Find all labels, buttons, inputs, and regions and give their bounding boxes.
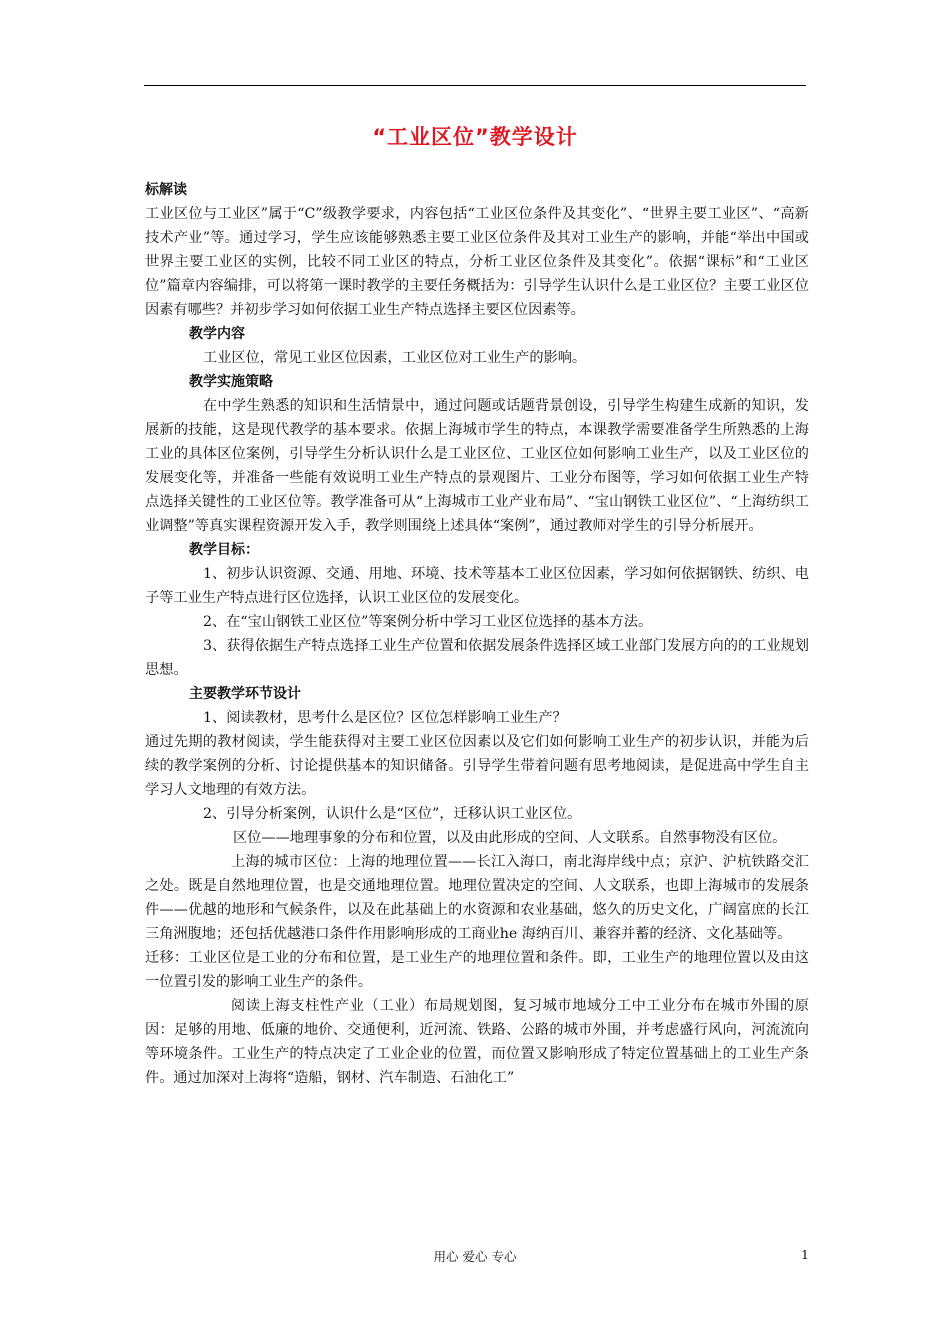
paragraph-location: 区位——地理事象的分布和位置，以及由此形成的空间、人文联系。自然事物没有区位。 xyxy=(233,830,787,846)
paragraph-strategy: 在中学生熟悉的知识和生活情景中，通过问题或话题背景创设，引导学生构建生成新的知识，发展新的技能，这是现代教学的基本要求。依据上海城市学生的特点，本课教学需要准备学生所熟悉的上海工业的具体区位案例，引导学生分析认识什么是工业区位、工业区位如何影响工业生产，以及工业区位的发展变化等，并准备一些能有效说明工业生产特点的景观图片、工业分布图等，学习如何依据工业生产特点选择关键性的工业区位等。教学准备可从“上海城市工业产业布局”、“宝山钢铁工业区位”、“上海纺织工业调整”等真实课程资源开发入手，教学则围绕上述具体“案例”，通过教师对学生的引导分析展开。 xyxy=(145,398,809,534)
page-title: “工业区位”教学设计 xyxy=(372,125,578,149)
document-body xyxy=(145,178,809,1090)
paragraph-standard: 工业区位与工业区”属于“C”级教学要求，内容包括“工业区位条件及其变化”、“世界主要工业区”、“高新技术产业”等。通过学习，学生应该能够熟悉主要工业区位条件及其对工业生产的影响，并能“举出中国或世界主要工业区的实例，比较不同工业区的特点，分析工业区位条件及其变化”。依据“课标”和“工业区位”篇章内容编排，可以将第一课时教学的主要任务概括为：引导学生认识什么是工业区位？主要工业区位因素有哪些？并初步学习如何依据工业生产特点选择主要区位因素等。 xyxy=(145,206,809,318)
paragraph-plan: 阅读上海支柱性产业（工业）布局规划图，复习城市地域分工中工业分布在城市外围的原因：足够的用地、低廉的地价、交通便利，近河流、铁路、公路的城市外围，并考虑盛行风向，河流流向等环境条件。工业生产的特点决定了工业企业的位置，而位置又影响形成了特定位置基础上的工业生产条件。通过加深对上海将“造船，钢材、汽车制造、石油化工” xyxy=(145,998,809,1086)
paragraph-step-1: 通过先期的教材阅读，学生能获得对主要工业区位因素以及它们如何影响工业生产的初步认识，并能为后续的教学案例的分析、讨论提供基本的知识储备。引导学生带着问题有思考地阅读，是促进高中学生自主学习人文地理的有效方法。 xyxy=(145,734,809,798)
footer-slogan: 用心 爱心 专心 xyxy=(433,1249,517,1264)
section-heading-content: 教学内容 xyxy=(189,326,245,342)
goal-item: 2、在“宝山钢铁工业区位”等案例分析中学习工业区位选择的基本方法。 xyxy=(203,614,653,630)
header-rule xyxy=(144,85,806,86)
page-number: 1 xyxy=(801,1247,809,1262)
paragraph-shanghai: 上海的城市区位：上海的地理位置——长江入海口，南北海岸线中点；京沪、沪杭铁路交汇之处。既是自然地理位置，也是交通地理位置。地理位置决定的空间、人文联系，也即上海城市的发展条件——优越的地形和气候条件，以及在此基础上的水资源和农业基础，悠久的历史文化，广阔富庶的长江三角洲腹地；还包括优越港口条件作用影响形成的工商业he 海纳百川、兼容并蓄的经济、文化基础等。 xyxy=(145,854,809,942)
paragraph-transfer: 迁移：工业区位是工业的分布和位置，是工业生产的地理位置和条件。即，工业生产的地理位置以及由这一位置引发的影响工业生产的条件。 xyxy=(145,950,809,990)
section-heading-goals: 教学目标： xyxy=(189,542,259,558)
step-item: 2、引导分析案例，认识什么是“区位”，迁移认识工业区位。 xyxy=(203,806,582,822)
goal-item: 3、获得依据生产特点选择工业生产位置和依据发展条件选择区域工业部门发展方向的的工业规划思想。 xyxy=(145,638,809,678)
paragraph-content: 工业区位，常见工业区位因素，工业区位对工业生产的影响。 xyxy=(203,350,587,366)
section-heading-steps: 主要教学环节设计 xyxy=(189,686,301,702)
step-item: 1、阅读教材，思考什么是区位？区位怎样影响工业生产？ xyxy=(203,710,567,726)
section-heading-standard: 标解读 xyxy=(145,182,187,198)
goal-item: 1、初步认识资源、交通、用地、环境、技术等基本工业区位因素，学习如何依据钢铁、纺织、电子等工业生产特点进行区位选择，认识工业区位的发展变化。 xyxy=(145,566,809,606)
section-heading-strategy: 教学实施策略 xyxy=(189,374,273,390)
